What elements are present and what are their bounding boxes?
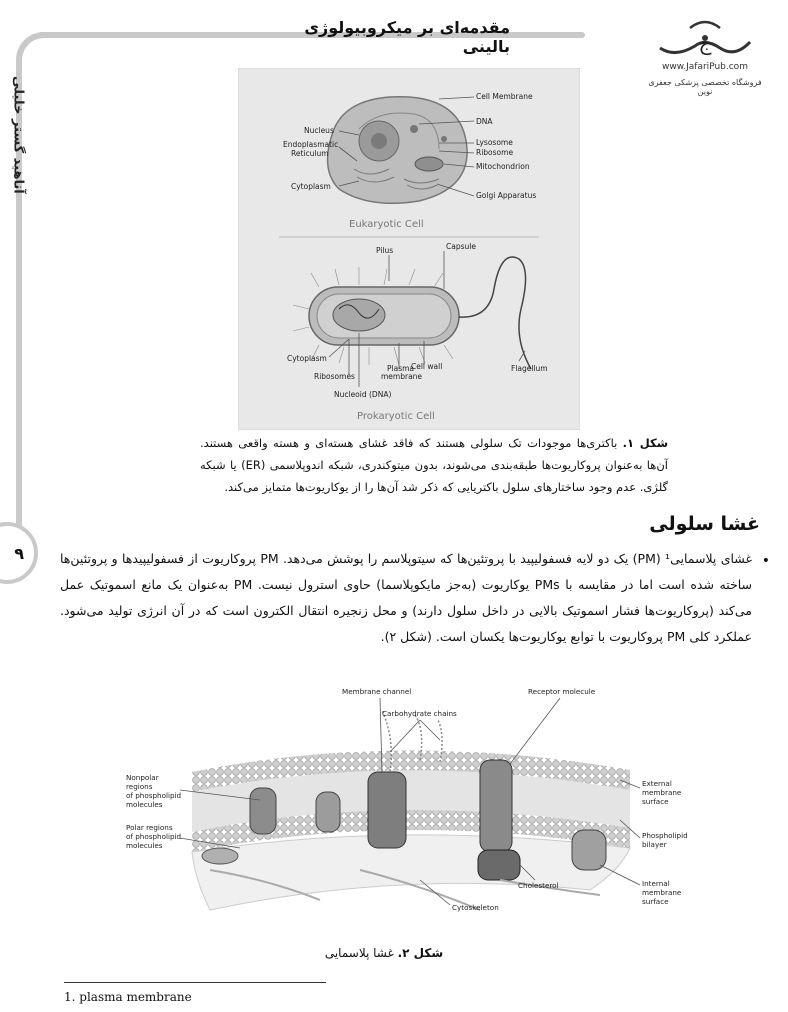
svg-text:Cytoplasm: Cytoplasm <box>291 182 331 191</box>
svg-text:membrane: membrane <box>642 888 682 897</box>
svg-text:Golgi Apparatus: Golgi Apparatus <box>476 191 537 200</box>
svg-text:membrane: membrane <box>642 788 682 797</box>
svg-text:Nonpolar: Nonpolar <box>126 773 159 782</box>
footnote-rule <box>64 982 326 983</box>
figure2-caption <box>300 946 468 960</box>
figure1-caption <box>200 432 668 498</box>
svg-text:regions: regions <box>126 782 153 791</box>
svg-text:Plasma: Plasma <box>387 364 415 373</box>
svg-text:External: External <box>642 779 672 788</box>
svg-text:of phospholipid: of phospholipid <box>126 832 182 841</box>
logo-mark-icon <box>650 18 760 62</box>
svg-text:Flagellum: Flagellum <box>511 364 548 373</box>
membrane-diagram <box>192 710 630 910</box>
section-paragraph <box>60 546 770 650</box>
svg-text:ج: ج <box>698 31 712 55</box>
svg-text:Reticulum: Reticulum <box>291 149 329 158</box>
svg-text:surface: surface <box>642 797 669 806</box>
svg-text:Nucleus: Nucleus <box>304 126 334 135</box>
svg-text:surface: surface <box>642 897 669 906</box>
svg-text:Membrane channel: Membrane channel <box>342 687 412 696</box>
svg-text:molecules: molecules <box>126 841 163 850</box>
page-number-tab <box>0 522 38 584</box>
figure2-caption-label: شکل ۲. <box>397 946 444 960</box>
figure2-caption-text: غشا پلاسمایی <box>324 946 398 960</box>
svg-text:Mitochondrion: Mitochondrion <box>476 162 530 171</box>
svg-text:Nucleoid (DNA): Nucleoid (DNA) <box>334 390 392 399</box>
logo-url: www.JafariPub.com <box>662 62 748 72</box>
logo-subtitle: فروشگاه تخصصی پزشکی جعفری نوین <box>648 78 762 96</box>
eukaryotic-label: Eukaryotic Cell <box>349 219 424 230</box>
svg-text:Ribosomes: Ribosomes <box>314 372 355 381</box>
svg-text:Capsule: Capsule <box>446 242 476 251</box>
svg-text:Pilus: Pilus <box>376 246 394 255</box>
paragraph-text: غشای پلاسمایی¹ (PM) یک دو لایه فسفولیپید با پروتئین‌ها که سیتوپلاسم را پوشش می‌دهد. PM پروکاریوت از فسفولیپیدها و پروتئین‌ها ساخته شده است اما در مقایسه با PMs یوکاریوت (به‌جز مایکوپلاسما) حاوی استرول نیست. PM به‌عنوان یک مانع اسموتیک عمل می‌کند (پروکاریوت‌ها فشار اسموتیک بالایی در داخل سلول دارند) و محل زنجیره انتقال الکترون است که در آن انرژی تولید می‌شود. عملکرد کلی PM پروکاریوت با توابع یوکاریوت‌ها یکسان است. (شکل ۲). <box>60 551 752 644</box>
chapter-title: مقدمه‌ای بر میکروبیولوژی بالینی <box>304 18 510 56</box>
figure1-caption-text: باکتری‌ها موجودات تک سلولی هستند که فاقد غشای هسته‌ای و هسته واقعی هستند. آن‌ها به‌عنوان پروکاریوت‌ها طبقه‌بندی می‌شوند، بدون میتوکندری، شبکه اندوپلاسمی (ER) یا شبکه گلژی. عدم وجود ساختارهای سلول باکتریایی که ذکر شد آن‌ها را از یوکاریوت‌ها متمایز می‌کند. <box>200 436 668 494</box>
svg-text:Cholesterol: Cholesterol <box>518 881 559 890</box>
figure1-caption-label: شکل ۱. <box>622 436 669 450</box>
svg-text:Cell Membrane: Cell Membrane <box>476 92 533 101</box>
svg-text:Internal: Internal <box>642 879 670 888</box>
figure-cell-types <box>238 68 580 430</box>
publisher-logo <box>645 18 765 96</box>
svg-text:molecules: molecules <box>126 800 163 809</box>
figure-plasma-membrane <box>120 680 702 925</box>
svg-text:Ribosome: Ribosome <box>476 148 514 157</box>
svg-text:Cell wall: Cell wall <box>411 362 443 371</box>
svg-text:DNA: DNA <box>476 117 493 126</box>
svg-text:Polar regions: Polar regions <box>126 823 173 832</box>
footnote: 1. plasma membrane <box>64 990 192 1004</box>
svg-text:Cytoskeleton: Cytoskeleton <box>452 903 499 912</box>
svg-text:Endoplasmatic: Endoplasmatic <box>283 140 339 149</box>
svg-text:bilayer: bilayer <box>642 840 667 849</box>
svg-text:Carbohydrate chains: Carbohydrate chains <box>382 709 457 718</box>
section-heading: غشا سلولی <box>649 513 760 535</box>
svg-text:membrane: membrane <box>381 372 423 381</box>
prokaryotic-cell-diagram <box>293 257 531 369</box>
prokaryotic-label: Prokaryotic Cell <box>357 411 435 422</box>
side-title: آناهید گستر خلیلی <box>10 76 26 194</box>
svg-text:Phospholipid: Phospholipid <box>642 831 688 840</box>
svg-text:of phospholipid: of phospholipid <box>126 791 182 800</box>
page-number: ۹ <box>14 543 24 563</box>
bullet-icon: • <box>761 553 770 569</box>
svg-text:Cytoplasm: Cytoplasm <box>287 354 327 363</box>
svg-text:Receptor molecule: Receptor molecule <box>528 687 596 696</box>
svg-text:Lysosome: Lysosome <box>476 138 513 147</box>
